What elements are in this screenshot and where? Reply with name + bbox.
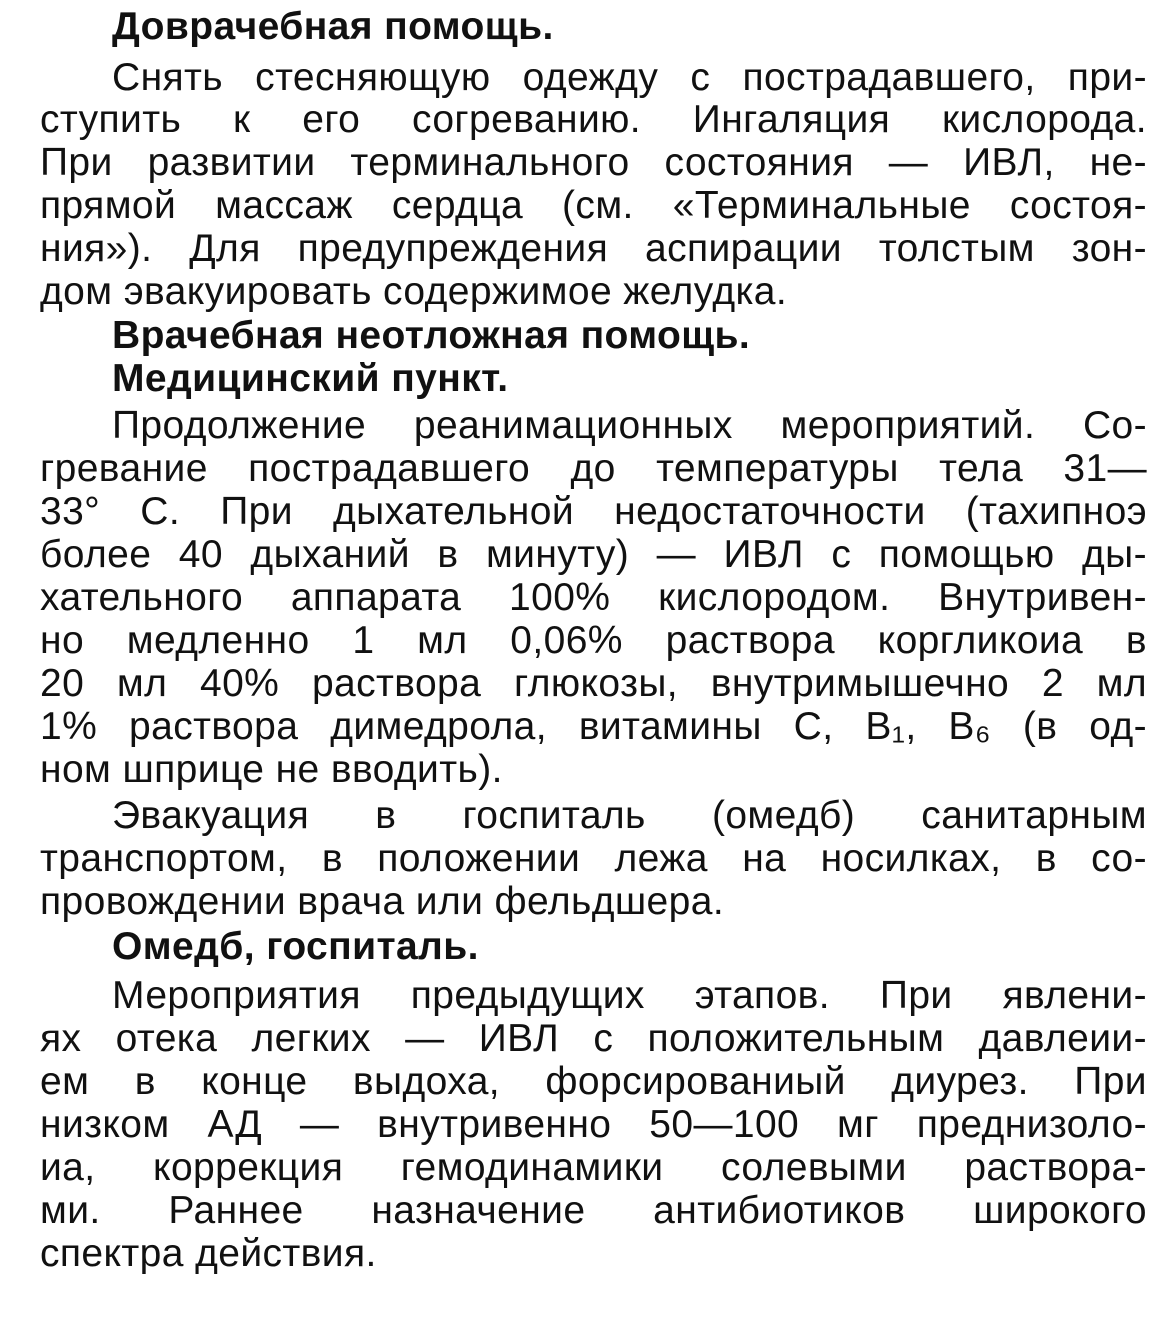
paragraph-line: низком АД — внутривенно 50—100 мг преднизоло- [40, 1103, 1147, 1146]
paragraph-line: прямой массаж сердца (см. «Терминальные состоя- [40, 184, 1147, 227]
section-subheading-medical-point: Медицинский пункт. [112, 357, 509, 400]
paragraph-line: гревание пострадавшего до температуры тела 31— [40, 447, 1147, 490]
paragraph-line: более 40 дыханий в минуту) — ИВЛ с помощью ды- [40, 533, 1147, 576]
paragraph-line: Мероприятия предыдущих этапов. При явлени- [112, 974, 1147, 1017]
paragraph-line: Продолжение реанимационных мероприятий. Со- [112, 404, 1147, 447]
section-heading-hospital: Омедб, госпиталь. [112, 925, 479, 968]
paragraph-line: При развитии терминального состояния — ИВЛ, не- [40, 141, 1147, 184]
paragraph-line: Снять стесняющую одежду с пострадавшего, при- [112, 56, 1147, 99]
paragraph-line: ступить к его согреванию. Ингаляция кислорода. [40, 98, 1147, 141]
paragraph-line: хательного аппарата 100% кислородом. Внутривен- [40, 576, 1147, 619]
paragraph-line: ном шприце не вводить). [40, 748, 503, 791]
paragraph-line: провождении врача или фельдшера. [40, 880, 725, 923]
paragraph-line: но медленно 1 мл 0,06% раствора коргликоиа в [40, 619, 1147, 662]
paragraph-line: иа, коррекция гемодинамики солевыми раствора- [40, 1146, 1147, 1189]
paragraph-line: 1% раствора димедрола, витамины С, В₁, В₆ (в од- [40, 705, 1147, 748]
paragraph-line: дом эвакуировать содержимое желудка. [40, 270, 788, 313]
section-heading-prehospital: Доврачебная помощь. [112, 5, 554, 48]
paragraph-line: Эвакуация в госпиталь (омедб) санитарным [112, 794, 1147, 837]
paragraph-line: ем в конце выдоха, форсированиый диурез. При [40, 1060, 1147, 1103]
paragraph-line: транспортом, в положении лежа на носилках, в со- [40, 837, 1147, 880]
paragraph-line: 33° С. При дыхательной недостаточности (тахипноэ [40, 490, 1147, 533]
paragraph-line: спектра действия. [40, 1232, 377, 1275]
paragraph-line: ях отека легких — ИВЛ с положительным давлеии- [40, 1017, 1147, 1060]
paragraph-line: ния»). Для предупреждения аспирации толстым зон- [40, 227, 1147, 270]
paragraph-line: ми. Раннее назначение антибиотиков широкого [40, 1189, 1147, 1232]
section-heading-medical-emergency: Врачебная неотложная помощь. [112, 314, 751, 357]
paragraph-line: 20 мл 40% раствора глюкозы, внутримышечно 2 мл [40, 662, 1147, 705]
